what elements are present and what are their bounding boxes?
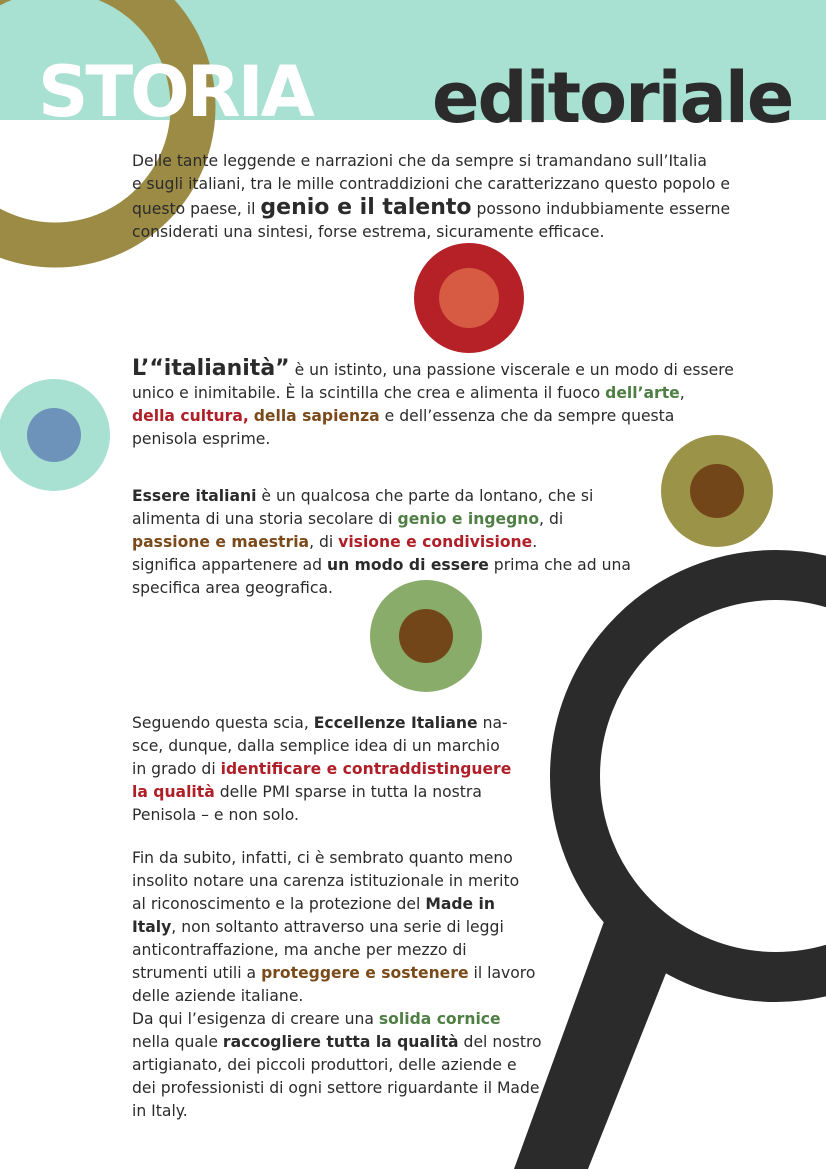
text-line: insolito notare una carenza istituzionale in merito <box>132 872 520 890</box>
text-line: Fin da subito, infatti, ci è sembrato quanto meno <box>132 849 513 867</box>
red-dot-center <box>439 268 499 328</box>
text-line: Italy, non soltanto attraverso una serie di leggi <box>132 918 504 936</box>
paragraph-eccellenze <box>132 712 511 827</box>
text-line: unico e inimitabile. È la scintilla che crea e alimenta il fuoco dell’arte, <box>132 384 685 402</box>
text-line: Essere italiani è un qualcosa che parte da lontano, che si <box>132 487 594 505</box>
title-storia: STORIA <box>38 51 312 133</box>
paragraph-intro <box>132 150 730 244</box>
text-line: artigianato, dei piccoli produttori, delle aziende e <box>132 1056 517 1074</box>
text-line: significa appartenere ad un modo di essere prima che ad una <box>132 556 631 574</box>
text-line: alimenta di una storia secolare di genio e ingegno, di <box>132 510 564 528</box>
highlight-italianita: L’“italianità” <box>132 356 290 381</box>
text-line: in grado di identificare e contraddistinguere <box>132 760 512 778</box>
text-line: specifica area geografica. <box>132 579 333 597</box>
text-line: nella quale raccogliere tutta la qualità del nostro <box>132 1033 542 1051</box>
text-line: Da qui l’esigenza di creare una solida cornice <box>132 1010 501 1028</box>
paragraph-essere-italiani <box>132 485 631 600</box>
text-line: in Italy. <box>132 1102 188 1120</box>
text-line: Delle tante leggende e narrazioni che da sempre si tramandano sull’Italia <box>132 152 707 170</box>
text-line: strumenti utili a proteggere e sostenere il lavoro <box>132 964 536 982</box>
text-line: e sugli italiani, tra le mille contraddizioni che caratterizzano questo popolo e <box>132 175 730 193</box>
title-editoriale: editoriale <box>432 57 793 139</box>
text-line: della cultura, della sapienza e dell’essenza che da sempre questa <box>132 407 675 425</box>
text-line: la qualità delle PMI sparse in tutta la nostra <box>132 783 482 801</box>
text-line: penisola esprime. <box>132 430 271 448</box>
paragraph-italianita <box>132 357 734 451</box>
highlight-genio: genio e il talento <box>260 195 472 220</box>
text-line: delle aziende italiane. <box>132 987 304 1005</box>
green-dot-center <box>399 609 453 663</box>
text-line: Penisola – e non solo. <box>132 806 299 824</box>
text-line: considerati una sintesi, forse estrema, sicuramente efficace. <box>132 223 605 241</box>
text-line: passione e maestria, di visione e condivisione. <box>132 533 538 551</box>
olive-dot-center <box>690 464 744 518</box>
text-line: questo paese, il genio e il talento possono indubbiamente esserne <box>132 195 731 220</box>
text-line: Seguendo questa scia, Eccellenze Italiane na- <box>132 714 508 732</box>
blue-dot-center <box>27 408 81 462</box>
text-line: dei professionisti di ogni settore riguardante il Made <box>132 1079 540 1097</box>
magnifier-ring <box>575 575 826 977</box>
text-line: sce, dunque, dalla semplice idea di un marchio <box>132 737 500 755</box>
text-line: anticontraffazione, ma anche per mezzo di <box>132 941 467 959</box>
paragraph-made-in-italy <box>132 847 542 1123</box>
text-line: al riconoscimento e la protezione del Made in <box>132 895 495 913</box>
text-line: L’“italianità” è un istinto, una passione viscerale e un modo di essere <box>132 356 734 381</box>
